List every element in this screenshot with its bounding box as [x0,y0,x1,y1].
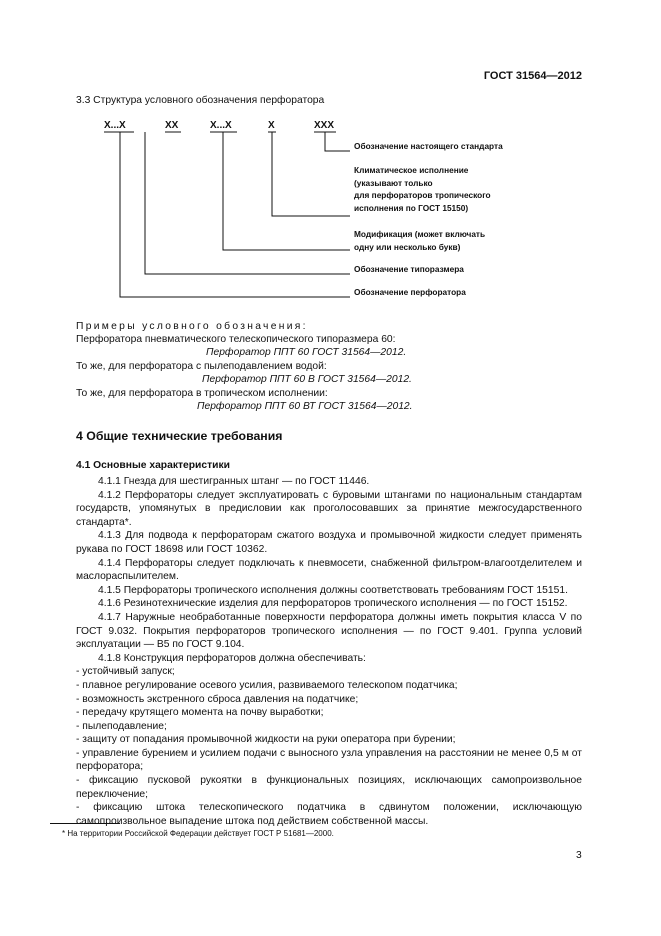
example-1-text: Перфоратора пневматического телескопического типоразмера 60: [76,334,396,345]
label-line: Обозначение перфоратора [354,287,466,297]
label-size [354,263,464,276]
list-item: - устойчивый запуск; [76,666,175,678]
label-line: (указывают только [354,177,433,188]
label-line: для перфораторов тропического [354,190,491,200]
label-line: Климатическое исполнение [354,165,469,175]
label-line: исполнения по ГОСТ 15150) [354,202,469,213]
list-item: - передачу крутящего момента на почву выработки; [76,707,324,719]
label-line: Обозначение типоразмера [354,264,464,274]
list-item: - возможность экстренного сброса давления на податчике; [76,693,359,705]
label-line: Модификация (может включать [354,229,486,239]
designation-structure-diagram [0,0,661,320]
example-2-text: То же, для перфоратора с пылеподавлением водой: [76,361,327,372]
examples-heading: Примеры условного обозначения: [76,321,308,332]
page-number: 3 [576,850,582,861]
label-climatic [354,164,491,214]
example-3-code: Перфоратор ППТ 60 ВТ ГОСТ 31564—2012. [197,401,413,412]
paragraph-4-1-3: 4.1.3 Для подвода к перфораторам сжатого воздуха и промывочной жидкости следует применять рукава по ГОСТ 18698 или ГОСТ 10362. [76,530,582,555]
paragraph-4-1-6: 4.1.6 Резинотехнические изделия для перфораторов тропического исполнения — по ГОСТ 15152. [98,598,568,610]
section-3-3-title: 3.3 Структура условного обозначения перфоратора [76,95,325,106]
paragraph-4-1-1: 4.1.1 Гнезда для шестигранных штанг — по ГОСТ 11446. [98,476,370,487]
section-4-body [76,475,582,828]
code-size: ХХ [165,120,179,131]
footnote-separator [50,823,120,824]
list-item: - защиту от попадания промывочной жидкости на руки оператора при бурении; [76,734,456,746]
standard-designation-header: ГОСТ 31564—2012 [483,70,582,82]
list-item: - плавное регулирование осевого усилия, развиваемого телескопом податчика; [76,679,458,691]
paragraph-4-1-4: 4.1.4 Перфораторы следует подключать к пневмосети, снабженной фильтром-влагоотделителем и маслораспылителем. [76,557,582,583]
footnote: * На территории Российской Федерации действует ГОСТ Р 51681—2000. [62,829,334,838]
label-standard [354,140,503,153]
code-perforator: Х...Х [104,120,126,131]
paragraph-4-1-5: 4.1.5 Перфораторы тропического исполнения должны соответствовать требованиям ГОСТ 15151. [98,584,568,596]
code-modification: Х...Х [210,120,232,131]
paragraph-4-1-8: 4.1.8 Конструкция перфораторов должна обеспечивать: [98,652,366,664]
example-2-code: Перфоратор ППТ 60 В ГОСТ 31564—2012. [202,374,412,385]
list-item: - управление бурением и усилием подачи с выносного узла управления на расстоянии не менее 0,5 м от перфоратора; [76,747,582,773]
paragraph-4-1-2: 4.1.2 Перфораторы следует эксплуатировать с буровыми штангами по национальным стандартам государств, упомянутых в предисловии как проголосовавших за принятие межгосударственного стандарта*. [76,489,582,528]
label-line: одну или несколько букв) [354,241,461,252]
list-item: - фиксацию пусковой рукоятки в функциональных позициях, исключающих самопроизвольное переключение; [76,775,582,800]
section-4-title: 4 Общие технические требования [76,429,283,443]
code-standard: ХХХ [314,120,335,131]
list-item: - пылеподавление; [76,720,167,732]
label-line: Обозначение настоящего стандарта [354,141,503,151]
code-climatic: Х [268,120,275,131]
example-1-code: Перфоратор ППТ 60 ГОСТ 31564—2012. [206,347,407,358]
label-perforator [354,286,466,299]
section-4-1-title: 4.1 Основные характеристики [76,460,230,471]
label-modification [354,228,485,253]
paragraph-4-1-7: 4.1.7 Наружные необработанные поверхности перфоратора должны иметь покрытия класса V по ГОСТ 9.032. Покрытия перфораторов тропического исполнения — по ГОСТ 9.401. Группа условий эксплуатации — В5 по ГОСТ 9.104. [76,611,582,651]
list-item: - фиксацию штока телескопического податчика в сдвинутом положении, исключающую самопроизвольное выпадение штока под действием собственной массы. [76,802,582,827]
example-3-text: То же, для перфоратора в тропическом исполнении: [76,388,328,399]
